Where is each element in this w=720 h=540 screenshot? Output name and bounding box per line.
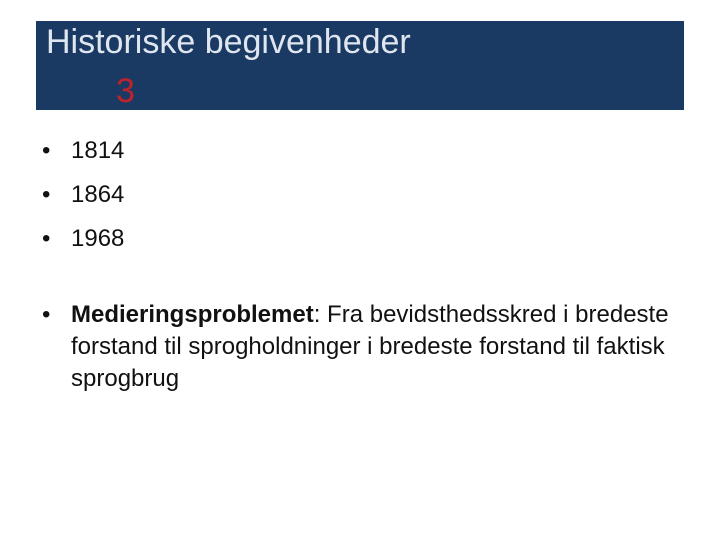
note-text: : Fra bevidsthedsskred i bredeste forstand til sprogholdninger i bredeste forstand til faktisk sprogbrug	[71, 301, 669, 392]
slide-title: Historiske begivenheder	[46, 23, 411, 61]
bullet-icon: •	[42, 301, 51, 328]
list-item	[42, 179, 682, 211]
bullet-icon: •	[42, 137, 51, 164]
bullet-text: 1864	[71, 181, 125, 208]
bullet-list	[42, 135, 682, 407]
bullet-text: 1814	[71, 137, 125, 164]
note-term: Medieringsproblemet	[71, 301, 314, 328]
bullet-icon: •	[42, 225, 51, 252]
list-item	[42, 135, 682, 167]
title-bar	[36, 21, 684, 110]
note-item	[42, 299, 682, 395]
list-item	[42, 223, 682, 255]
bullet-icon: •	[42, 181, 51, 208]
bullet-text: 1968	[71, 225, 125, 252]
slide-title-number: 3	[116, 72, 135, 110]
